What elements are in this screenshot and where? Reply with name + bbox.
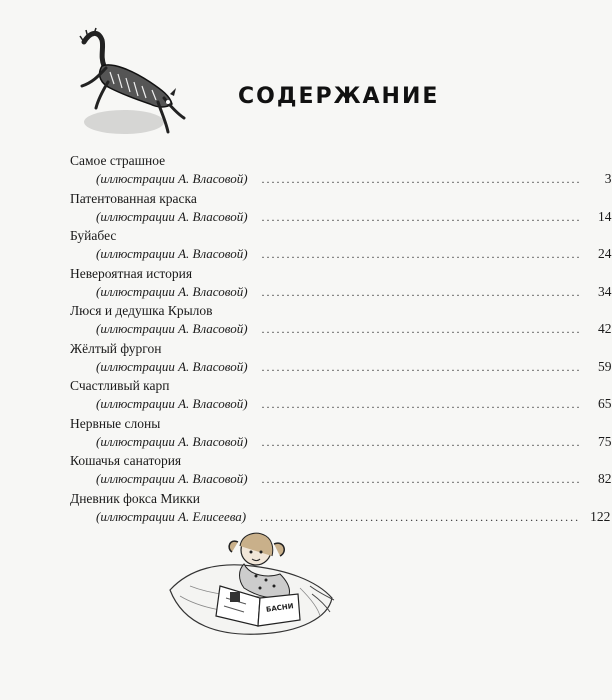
page-number: 75 [598,433,612,449]
toc-entry [70,265,612,303]
story-title: Люся и дедушка Крылов [70,303,213,318]
leader-dots: ................................................................ [261,247,582,261]
page-number: 59 [598,358,612,374]
toc-entry [70,415,612,453]
story-title: Счастливый карп [70,378,170,393]
illustration-credit: (иллюстрации А. Елисеева) [96,508,247,524]
illustration-credit: (иллюстрации А. Власовой) [96,283,248,299]
story-title: Патентованная краска [70,190,197,206]
page-number: 3 [604,171,612,186]
illustration-credit: (иллюстрации А. Власовой) [96,396,248,411]
illustration-credit: (иллюстрации А. Власовой) [96,171,248,186]
toc-entry [70,227,612,265]
page-number: 42 [598,321,612,336]
leader-dots: ................................................................ [261,209,582,224]
illustration-credit: (иллюстрации А. Власовой) [96,471,248,486]
leader-dots: ................................................................ [261,397,582,411]
page-title: СОДЕРЖАНИЕ [238,84,440,109]
toc-entry [70,340,612,378]
leaping-cat-illustration [62,22,192,147]
toc-entry [70,302,612,340]
page-number: 34 [598,283,612,299]
story-title: Самое страшное [70,153,166,168]
leader-dots: ................................................................ [261,359,582,374]
page-number: 65 [598,396,612,411]
story-title: Дневник фокса Микки [70,490,200,506]
leader-dots: ................................................................ [261,322,582,336]
illustration-credit: (иллюстрации А. Власовой) [96,433,248,449]
story-title: Невероятная история [70,265,193,281]
story-title: Нервные слоны [70,415,161,431]
story-title: Кошачья санатория [70,453,182,468]
table-of-contents [70,152,612,527]
toc-entry [70,190,612,228]
leader-dots: ................................................................ [261,472,582,486]
story-title: Жёлтый фургон [70,340,162,356]
page-number: 82 [598,471,612,486]
illustration-credit: (иллюстрации А. Власовой) [96,246,248,261]
toc-entry [70,377,612,415]
page-number: 14 [598,208,612,224]
leader-dots: ................................................................ [261,284,582,299]
illustration-credit: (иллюстрации А. Власовой) [96,358,248,374]
book-cover-text: БАСНИ [265,602,295,614]
toc-entry [70,452,612,490]
page-number: 24 [598,246,612,261]
leader-dots: ................................................................ [260,509,581,524]
leader-dots: ................................................................ [261,434,582,449]
illustration-credit: (иллюстрации А. Власовой) [96,321,248,336]
story-title: Буйабес [70,228,117,243]
illustration-credit: (иллюстрации А. Власовой) [96,208,248,224]
girl-reading-illustration [160,528,340,638]
leader-dots: ................................................................ [261,172,582,186]
toc-entry [70,490,611,528]
toc-entry [70,152,612,190]
page-number: 122 [590,508,611,524]
